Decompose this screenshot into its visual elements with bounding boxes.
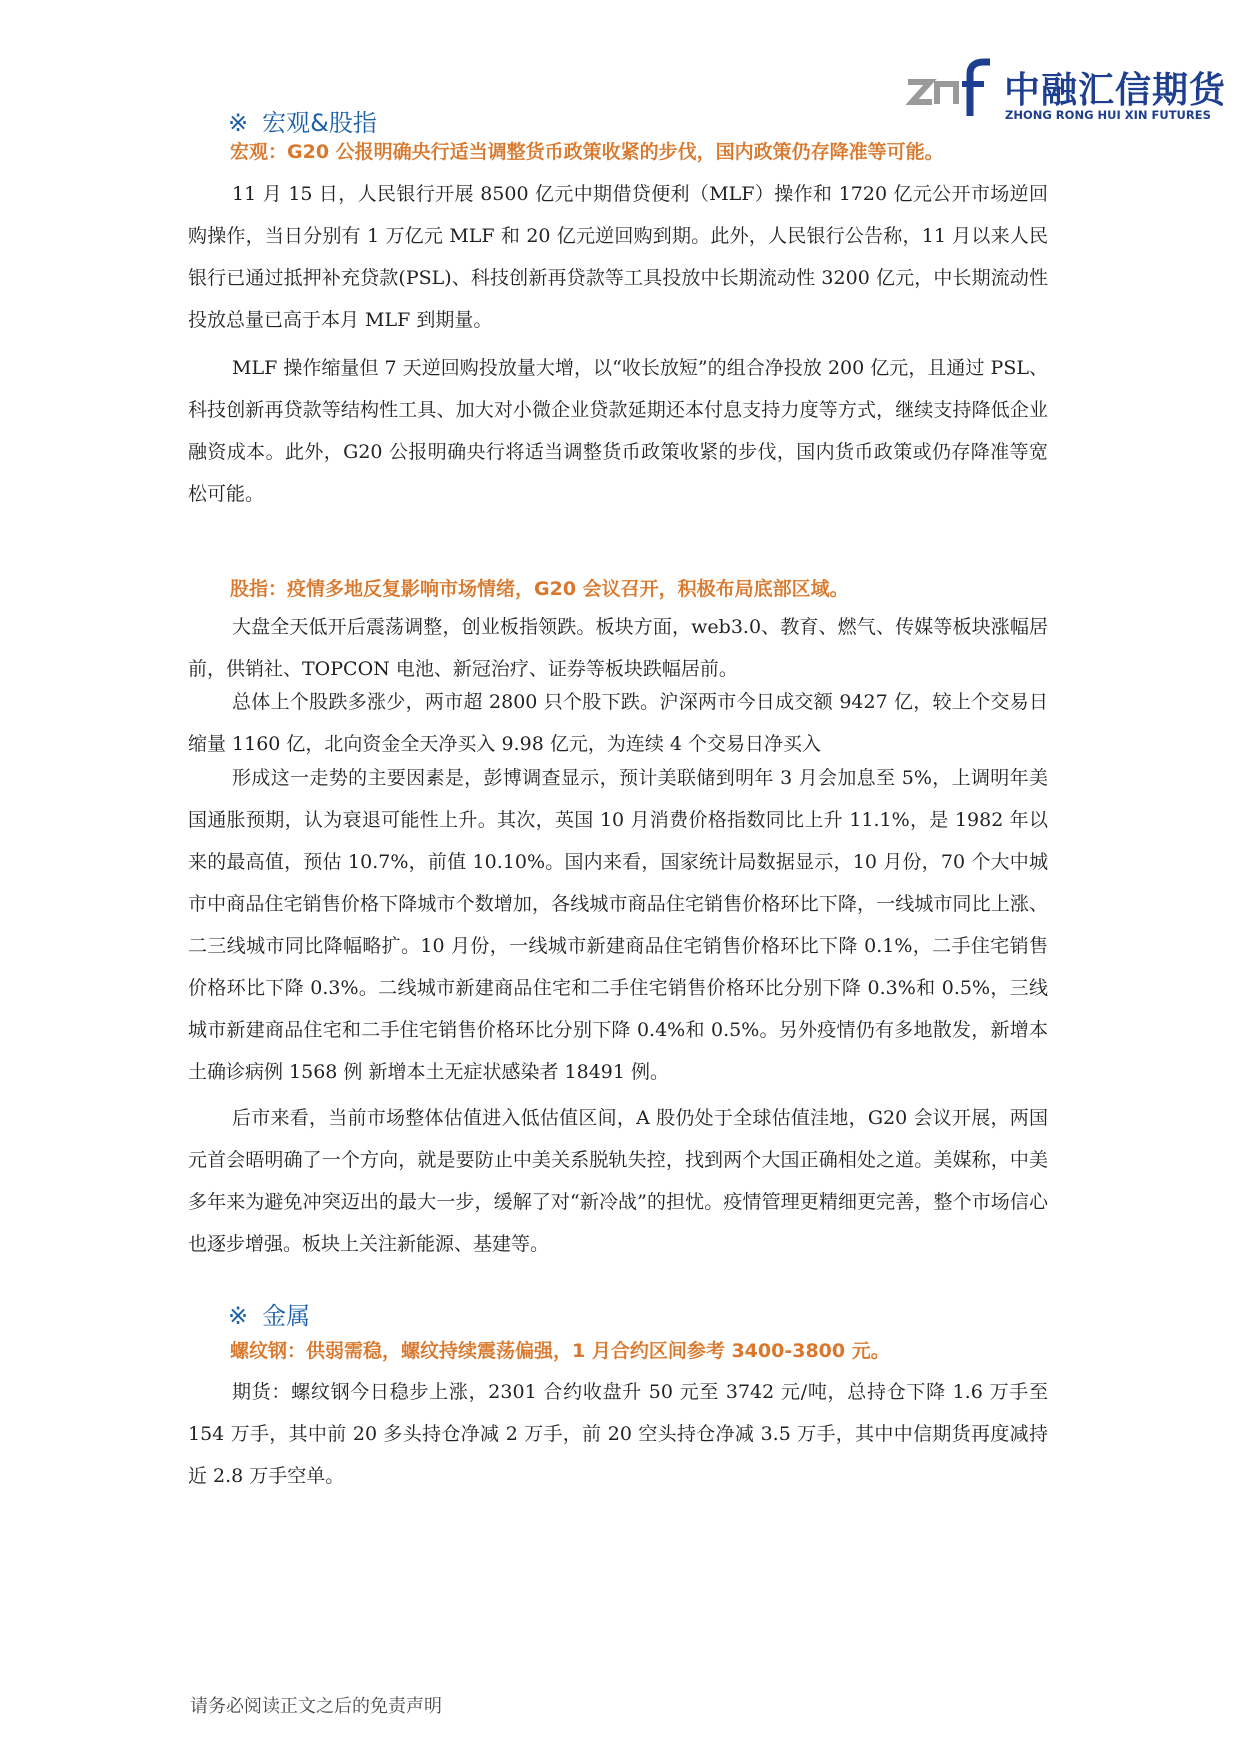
reference-mark-icon: ※ bbox=[228, 1302, 249, 1330]
brand-name-en: ZHONG RONG HUI XIN FUTURES bbox=[1005, 108, 1211, 122]
brand-name-cn: 中融汇信期货 bbox=[1004, 70, 1227, 111]
section-title-macro bbox=[228, 103, 377, 138]
paragraph: 形成这一走势的主要因素是，彭博调查显示，预计美联储到明年 3 月会加息至 5%，上调明年美国通胀预期，认为衰退可能性上升。其次，英国 10 月消费价格指数同比上升 11.1%，是 1982 年以来的最高值，预估 10.7%，前值 10.10%。国内来看，国家统计局数据显示，10 月份，70 个大中城市中商品住宅销售价格下降城市个数增加，各线城市商品住宅销售价格环比下降，一线城市同比上涨、二三线城市同比降幅略扩。10 月份，一线城市新建商品住宅销售价格环比下降 0.1%，二手住宅销售价格环比下降 0.3%。二线城市新建商品住宅和二手住宅销售价格环比分别下降 0.3%和 0.5%，三线城市新建商品住宅和二手住宅销售价格环比分别下降 0.4%和 0.5%。另外疫情仍有多地散发，新增本土确诊病例 1568 例 新增本土无症状感染者 18491 例。 bbox=[188, 767, 1048, 1083]
paragraph: 11 月 15 日，人民银行开展 8500 亿元中期借贷便利（MLF）操作和 1720 亿元公开市场逆回购操作，当日分别有 1 万亿元 MLF 和 20 亿元逆回购到期。此外，人民银行公告称，11 月以来人民银行已通过抵押补充贷款(PSL)、科技创新再贷款等工具投放中长期流动性 3200 亿元，中长期流动性投放总量已高于本月 MLF 到期量。 bbox=[188, 183, 1048, 331]
paragraph: MLF 操作缩量但 7 天逆回购投放量大增，以“收长放短”的组合净投放 200 亿元，且通过 PSL、科技创新再贷款等结构性工具、加大对小微企业贷款延期还本付息支持力度等方式，继续支持降低企业融资成本。此外，G20 公报明确央行将适当调整货币政策收紧的步伐，国内货币政策或仍存降准等宽松可能。 bbox=[188, 357, 1048, 505]
subheading-rebar: 螺纹钢：供弱需稳，螺纹持续震荡偏强，1 月合约区间参考 3400-3800 元。 bbox=[230, 1340, 890, 1362]
paragraph: 大盘全天低开后震荡调整，创业板指领跌。板块方面，web3.0、教育、燃气、传媒等板块涨幅居前，供销社、TOPCON 电池、新冠治疗、证券等板块跌幅居前。 bbox=[188, 616, 1048, 680]
paragraph: 后市来看，当前市场整体估值进入低估值区间，A 股仍处于全球估值洼地，G20 会议开展，两国元首会晤明确了一个方向，就是要防止中美关系脱轨失控，找到两个大国正确相处之道。美媒称，中美多年来为避免冲突迈出的最大一步，缓解了对“新冷战”的担忧。疫情管理更精细更完善，整个市场信心也逐步增强。板块上关注新能源、基建等。 bbox=[188, 1107, 1048, 1255]
paragraph: 总体上个股跌多涨少，两市超 2800 只个股下跌。沪深两市今日成交额 9427 亿，较上个交易日缩量 1160 亿，北向资金全天净买入 9.98 亿元，为连续 4 个交易日净买入 bbox=[188, 691, 1048, 755]
subheading-stock-index: 股指：疫情多地反复影响市场情绪，G20 会议召开，积极布局底部区域。 bbox=[230, 578, 849, 600]
disclaimer-footer: 请务必阅读正文之后的免责声明 bbox=[190, 1696, 442, 1717]
section-title-text: 宏观&股指 bbox=[262, 109, 377, 137]
subheading-macro: 宏观：G20 公报明确央行适当调整货币政策收紧的步伐，国内政策仍存降准等可能。 bbox=[230, 141, 944, 163]
znf-logo-icon bbox=[904, 58, 994, 128]
company-logo bbox=[904, 58, 1227, 128]
section-title-metals bbox=[228, 1296, 310, 1331]
reference-mark-icon: ※ bbox=[228, 109, 249, 137]
paragraph: 期货：螺纹钢今日稳步上涨，2301 合约收盘升 50 元至 3742 元/吨，总持仓下降 1.6 万手至 154 万手，其中前 20 多头持仓净减 2 万手，前 20 空头持仓净减 3.5 万手，其中中信期货再度减持近 2.8 万手空单。 bbox=[188, 1381, 1048, 1487]
section-title-text: 金属 bbox=[262, 1302, 311, 1330]
